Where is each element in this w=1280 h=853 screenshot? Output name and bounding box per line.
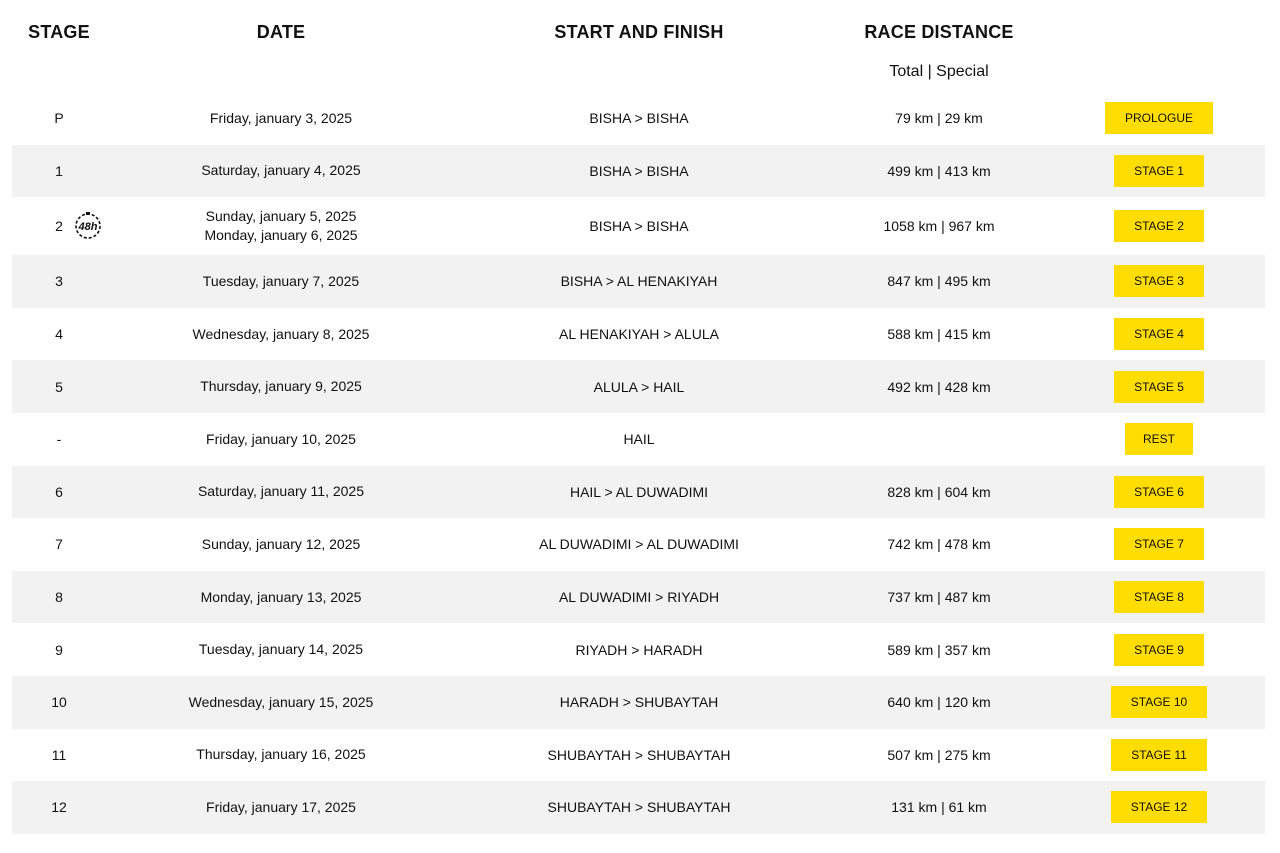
stage-number: P	[54, 110, 64, 127]
stage-button-cell	[1059, 360, 1259, 413]
stage-number: 1	[55, 162, 63, 179]
stage-button[interactable]: STAGE 10	[1111, 686, 1207, 718]
stage-route: AL DUWADIMI > AL DUWADIMI	[539, 536, 739, 553]
stage-button-cell	[1059, 781, 1259, 834]
stage-number: 10	[51, 694, 67, 711]
stage-button-cell	[1059, 145, 1259, 198]
stage-button-cell	[1059, 676, 1259, 729]
stage-date	[156, 623, 406, 676]
stage-route: BISHA > BISHA	[589, 218, 689, 235]
table-row	[12, 623, 1265, 676]
stage-button-cell	[1059, 518, 1259, 571]
stage-number: 11	[51, 746, 67, 763]
stage-button-cell	[1059, 571, 1259, 624]
stage-button[interactable]: STAGE 7	[1114, 528, 1204, 560]
stage-number: 4	[55, 326, 63, 343]
stage-date	[156, 729, 406, 782]
stage-date	[156, 145, 406, 198]
stage-number: 9	[55, 641, 63, 658]
stage-button-cell	[1059, 308, 1259, 361]
stage-date	[156, 466, 406, 519]
stage-route: HARADH > SHUBAYTAH	[559, 694, 719, 711]
stage-button[interactable]: STAGE 12	[1111, 791, 1207, 823]
stage-button[interactable]: STAGE 9	[1114, 634, 1204, 666]
stage-distance: 492 km | 428 km	[887, 378, 991, 395]
table-row	[12, 197, 1265, 255]
stage-route: HAIL > AL DUWADIMI	[569, 483, 709, 500]
stage-distance: 640 km | 120 km	[887, 694, 991, 711]
header-race-distance: RACE DISTANCE	[864, 22, 1014, 42]
table-row	[12, 360, 1265, 413]
stage-date-line: Saturday, january 4, 2025	[201, 162, 361, 179]
stage-date-line: Tuesday, january 14, 2025	[198, 641, 364, 658]
table-row	[12, 255, 1265, 308]
table-row	[12, 92, 1265, 145]
stage-button[interactable]: STAGE 3	[1114, 265, 1204, 297]
stage-button-cell	[1059, 413, 1259, 466]
stage-button[interactable]: STAGE 5	[1114, 371, 1204, 403]
stage-number: 6	[55, 483, 63, 500]
stage-date	[156, 308, 406, 361]
stage-number: 5	[55, 378, 63, 395]
stage-button-cell	[1059, 623, 1259, 676]
header-race-distance-sub: Total | Special	[889, 63, 989, 80]
stage-route: SHUBAYTAH > SHUBAYTAH	[547, 799, 731, 816]
stage-button-cell	[1059, 729, 1259, 782]
stage-route: BISHA > BISHA	[589, 110, 689, 127]
stage-distance: 847 km | 495 km	[887, 273, 991, 290]
stage-route: ALULA > HAIL	[593, 378, 685, 395]
stage-route: HAIL	[623, 431, 655, 448]
stage-route: BISHA > BISHA	[589, 162, 689, 179]
stage-distance: 588 km | 415 km	[887, 326, 991, 343]
header-date: DATE	[256, 22, 306, 42]
stage-route: SHUBAYTAH > SHUBAYTAH	[547, 746, 731, 763]
stage-date-line: Thursday, january 16, 2025	[196, 746, 366, 763]
stage-distance: 828 km | 604 km	[887, 483, 991, 500]
stage-date-line: Saturday, january 11, 2025	[197, 483, 365, 500]
stage-route: RIYADH > HARADH	[575, 641, 703, 658]
stage-button-cell	[1059, 255, 1259, 308]
stage-number: 12	[51, 799, 67, 816]
table-row	[12, 571, 1265, 624]
stage-route: AL DUWADIMI > RIYADH	[558, 589, 720, 606]
stage-distance: 589 km | 357 km	[887, 641, 991, 658]
stage-date	[156, 518, 406, 571]
stage-date-line: Wednesday, january 15, 2025	[188, 693, 374, 710]
stage-number: 8	[55, 589, 63, 606]
stage-button[interactable]: REST	[1125, 423, 1193, 455]
table-row	[12, 413, 1265, 466]
table-row	[12, 781, 1265, 834]
stage-date-line: Friday, january 10, 2025	[206, 430, 356, 447]
header-start-finish: START AND FINISH	[554, 22, 724, 42]
table-row	[12, 518, 1265, 571]
48h-stopwatch-icon	[74, 212, 102, 240]
stage-date	[156, 676, 406, 729]
stage-date-line: Thursday, january 9, 2025	[200, 378, 362, 395]
stage-date	[156, 360, 406, 413]
stage-route: AL HENAKIYAH > ALULA	[559, 326, 719, 343]
stage-distance: 131 km | 61 km	[891, 799, 987, 816]
stage-number: 3	[55, 273, 63, 290]
stage-date-line: Friday, january 17, 2025	[206, 798, 356, 815]
stage-button[interactable]: STAGE 4	[1114, 318, 1204, 350]
table-row	[12, 308, 1265, 361]
stage-button[interactable]: STAGE 6	[1114, 476, 1204, 508]
table-row	[12, 145, 1265, 198]
stage-distance: 499 km | 413 km	[887, 162, 991, 179]
stage-number: 2	[55, 218, 63, 235]
table-row	[12, 729, 1265, 782]
badge-48h-text: 48h	[78, 221, 98, 234]
table-row	[12, 466, 1265, 519]
stage-distance: 507 km | 275 km	[887, 746, 991, 763]
stage-date-line: Sunday, january 5, 2025	[205, 208, 357, 225]
stage-date	[156, 197, 406, 255]
table-header	[0, 0, 1280, 95]
stage-date-line: Friday, january 3, 2025	[209, 109, 353, 126]
table-row	[12, 676, 1265, 729]
stage-date	[156, 92, 406, 145]
header-stage: STAGE	[28, 22, 90, 42]
stage-button-cell	[1059, 466, 1259, 519]
stage-distance: 742 km | 478 km	[887, 536, 991, 553]
stage-distance	[839, 413, 1039, 466]
stage-button[interactable]: STAGE 1	[1114, 155, 1204, 187]
stage-date	[156, 781, 406, 834]
stage-button-cell	[1059, 92, 1259, 145]
stage-date	[156, 571, 406, 624]
stage-button[interactable]: STAGE 11	[1111, 739, 1207, 771]
stage-number: -	[56, 431, 62, 448]
stage-number: 7	[55, 536, 63, 553]
stage-route: BISHA > AL HENAKIYAH	[560, 273, 718, 290]
stage-distance: 737 km | 487 km	[887, 589, 991, 606]
stage-date-line-2: Monday, january 6, 2025	[204, 227, 358, 244]
stage-date-line: Tuesday, january 7, 2025	[202, 272, 360, 289]
stage-date-line: Monday, january 13, 2025	[200, 588, 362, 605]
stage-date	[156, 413, 406, 466]
stage-date-line: Wednesday, january 8, 2025	[192, 325, 370, 342]
stage-button[interactable]: STAGE 2	[1114, 210, 1204, 242]
stage-distance: 79 km | 29 km	[895, 110, 983, 127]
stage-button[interactable]: STAGE 8	[1114, 581, 1204, 613]
stage-date	[156, 255, 406, 308]
stage-distance: 1058 km | 967 km	[883, 218, 995, 235]
stage-button-cell	[1059, 197, 1259, 255]
stage-button[interactable]: PROLOGUE	[1105, 102, 1213, 134]
stage-date-line: Sunday, january 12, 2025	[201, 535, 361, 552]
table-body	[12, 92, 1265, 834]
